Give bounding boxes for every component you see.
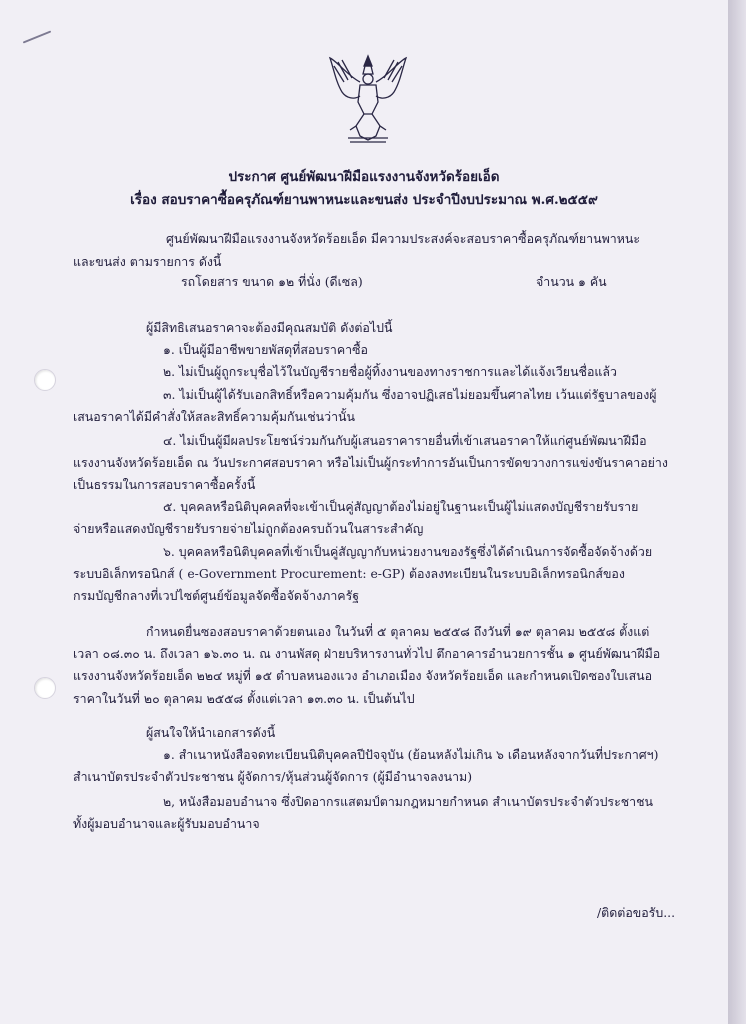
qualification-item: แรงงานจังหวัดร้อยเอ็ด ณ วันประกาศสอบราคา หรือไม่เป็นผู้กระทำการอันเป็นการขัดขวางการแข่งขันราคาอย่าง [73, 455, 668, 470]
schedule-line: เวลา ๐๘.๓๐ น. ถึงเวลา ๑๖.๓๐ น. ณ งานพัสดุ ฝ่ายบริหารงานทั่วไป ตึกอาคารอำนวยการชั้น ๑ ศูนย์พัฒนาฝีมือ [73, 646, 661, 661]
item-quantity: จำนวน ๑ คัน [536, 274, 607, 289]
qualification-item: ๔. ไม่เป็นผู้มีผลประโยชน์ร่วมกันกับผู้เสนอราคารายอื่นที่เข้าเสนอราคาให้แก่ศูนย์พัฒนาฝีมือ [163, 433, 647, 448]
document-item: สำเนาบัตรประจำตัวประชาชน ผู้จัดการ/หุ้นส่วนผู้จัดการ (ผู้มีอำนาจลงนาม) [73, 769, 473, 784]
item-name: รถโดยสาร ขนาด ๑๒ ที่นั่ง (ดีเซล) [181, 274, 363, 289]
qualification-item: ๖. บุคคลหรือนิติบุคคลที่เข้าเป็นคู่สัญญากับหน่วยงานของรัฐซึ่งได้ดำเนินการจัดซื้อจัดจ้างด้วย [163, 544, 653, 559]
qualification-item: ๑. เป็นผู้มีอาชีพขายพัสดุที่สอบราคาซื้อ [163, 342, 368, 357]
pen-mark [23, 30, 52, 43]
document-item: ทั้งผู้มอบอำนาจและผู้รับมอบอำนาจ [73, 816, 260, 831]
documents-heading: ผู้สนใจให้นำเอกสารดังนี้ [146, 725, 276, 740]
announcement-subject: เรื่อง สอบราคาซื้อครุภัณฑ์ยานพาหนะและขนส่ง ประจำปีงบประมาณ พ.ศ.๒๕๕๙ [130, 192, 598, 208]
schedule-line: ราคาในวันที่ ๒๐ ตุลาคม ๒๕๕๘ ตั้งแต่เวลา ๑๓.๓๐ น. เป็นต้นไป [73, 691, 415, 706]
punch-hole-top [34, 369, 56, 391]
announcement-title: ประกาศ ศูนย์พัฒนาฝีมือแรงงานจังหวัดร้อยเอ็ด [228, 169, 500, 185]
qualification-item: ๕. บุคคลหรือนิติบุคคลที่จะเข้าเป็นคู่สัญญาต้องไม่อยู่ในฐานะเป็นผู้ไม่แสดงบัญชีรายรับราย [163, 499, 639, 514]
qualification-item: ๓. ไม่เป็นผู้ได้รับเอกสิทธิ์หรือความคุ้มกัน ซึ่งอาจปฏิเสธไม่ยอมขึ้นศาลไทย เว้นแต่รัฐบาลของผู้ [163, 387, 657, 402]
punch-hole-bottom [34, 677, 56, 699]
qualification-item: เป็นธรรมในการสอบราคาซื้อครั้งนี้ [73, 477, 256, 492]
qualification-item: ๒. ไม่เป็นผู้ถูกระบุชื่อไว้ในบัญชีรายชื่อผู้ทิ้งงานของทางราชการและได้แจ้งเวียนชื่อแล้ว [163, 364, 617, 379]
schedule-line: กำหนดยื่นซองสอบราคาด้วยตนเอง ในวันที่ ๕ ตุลาคม ๒๕๕๘ ถึงวันที่ ๑๙ ตุลาคม ๒๕๕๘ ตั้งแต่ [146, 624, 650, 639]
qualifications-heading: ผู้มีสิทธิเสนอราคาจะต้องมีคุณสมบัติ ดังต่อไปนี้ [146, 320, 393, 335]
qualification-item: เสนอราคาได้มีคำสั่งให้สละสิทธิ์ความคุ้มกันเช่นว่านั้น [73, 409, 355, 424]
continued-note: /ติดต่อขอรับ... [597, 905, 676, 920]
intro-line: และขนส่ง ตามรายการ ดังนี้ [73, 254, 222, 269]
qualification-item: กรมบัญชีกลางที่เวปไซต์ศูนย์ข้อมูลจัดซื้อจัดจ้างภาครัฐ [73, 588, 360, 603]
document-item: ๑. สำเนาหนังสือจดทะเบียนนิติบุคคลปีปัจจุบัน (ย้อนหลังไม่เกิน ๖ เดือนหลังจากวันที่ประกาศฯ) [163, 747, 659, 762]
intro-line: ศูนย์พัฒนาฝีมือแรงงานจังหวัดร้อยเอ็ด มีความประสงค์จะสอบราคาซื้อครุภัณฑ์ยานพาหนะ [166, 231, 641, 246]
qualification-item: จ่ายหรือแสดงบัญชีรายรับรายจ่ายไม่ถูกต้องครบถ้วนในสาระสำคัญ [73, 521, 424, 536]
document-item: ๒, หนังสือมอบอำนาจ ซึ่งปิดอากรแสตมป์ตามกฎหมายกำหนด สำเนาบัตรประจำตัวประชาชน [163, 794, 653, 809]
garuda-emblem-icon [326, 52, 410, 146]
qualification-item: ระบบอิเล็กทรอนิกส์ ( e-Government Procurement: e-GP) ต้องลงทะเบียนในระบบอิเล็กทรอนิกส์ของ [73, 566, 625, 581]
page-edge [728, 0, 746, 1024]
schedule-line: แรงงานจังหวัดร้อยเอ็ด ๒๒๔ หมู่ที่ ๑๕ ตำบลหนองแวง อำเภอเมือง จังหวัดร้อยเอ็ด และกำหนดเปิดซองใบเสนอ [73, 668, 653, 683]
